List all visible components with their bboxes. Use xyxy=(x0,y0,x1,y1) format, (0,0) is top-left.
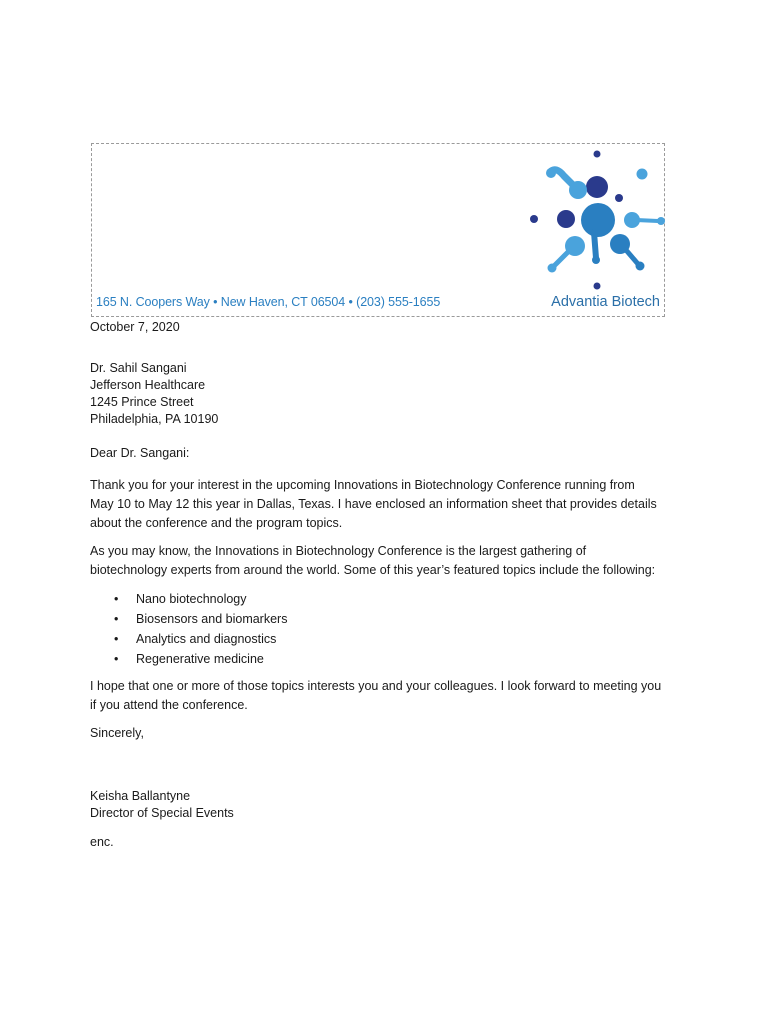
paragraph-line: As you may know, the Innovations in Biotechnology Conference is the largest gathering of xyxy=(90,544,587,558)
topic-label: Regenerative medicine xyxy=(136,652,264,666)
company-address: 165 N. Coopers Way • New Haven, CT 06504 • (203) 555-1655 xyxy=(96,295,441,309)
bullet-icon: • xyxy=(114,592,119,606)
bullet-icon: • xyxy=(114,652,119,666)
paragraph-intro xyxy=(90,476,690,533)
paragraph-topics-intro xyxy=(90,542,690,580)
list-item xyxy=(90,649,287,669)
bullet-icon: • xyxy=(114,632,119,646)
recipient-organization: Jefferson Healthcare xyxy=(90,378,206,392)
bullet-icon: • xyxy=(114,612,119,626)
topic-label: Analytics and diagnostics xyxy=(136,632,277,646)
list-item xyxy=(90,589,287,609)
closing: Sincerely, xyxy=(90,726,144,740)
recipient-name: Dr. Sahil Sangani xyxy=(90,361,187,375)
recipient-city: Philadelphia, PA 10190 xyxy=(90,412,219,426)
paragraph-line: if you attend the conference. xyxy=(90,698,248,712)
paragraph-closing xyxy=(90,677,690,715)
paragraph-line: biotechnology experts from around the world. Some of this year’s featured topics include the following: xyxy=(90,563,656,577)
paragraph-line: May 10 to May 12 this year in Dallas, Texas. I have enclosed an information sheet that provides details xyxy=(90,497,657,511)
paragraph-line: about the conference and the program topics. xyxy=(90,516,343,530)
letter-date: October 7, 2020 xyxy=(90,320,180,334)
molecule-logo-icon xyxy=(524,146,666,292)
paragraph-line: Thank you for your interest in the upcoming Innovations in Biotechnology Conference running from xyxy=(90,478,635,492)
paragraph-line: I hope that one or more of those topics interests you and your colleagues. I look forward to meeting you xyxy=(90,679,662,693)
list-item xyxy=(90,609,287,629)
salutation: Dear Dr. Sangani: xyxy=(90,446,190,460)
topic-list xyxy=(90,589,287,669)
letterhead xyxy=(91,143,665,317)
topic-label: Biosensors and biomarkers xyxy=(136,612,288,626)
list-item xyxy=(90,629,287,649)
company-name: Advantia Biotech xyxy=(551,294,660,310)
signer-name: Keisha Ballantyne xyxy=(90,789,191,803)
signer-title: Director of Special Events xyxy=(90,806,234,820)
topic-label: Nano biotechnology xyxy=(136,592,247,606)
recipient-street: 1245 Prince Street xyxy=(90,395,194,409)
enclosure-note: enc. xyxy=(90,835,114,849)
